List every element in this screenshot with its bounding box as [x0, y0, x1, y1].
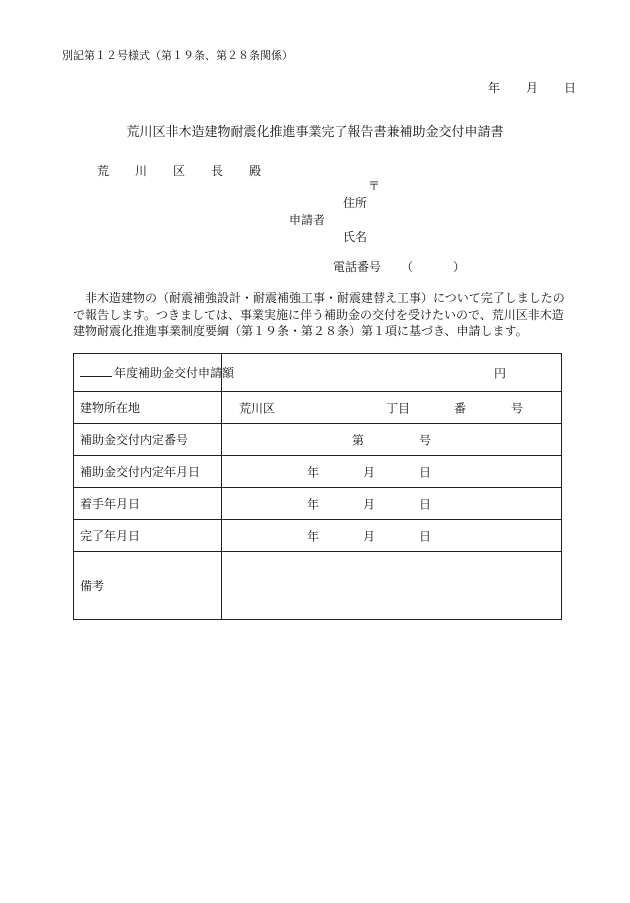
- month-text: 月: [363, 465, 376, 479]
- phone-paren-close: ）: [453, 260, 466, 274]
- table-row: [74, 520, 562, 552]
- day-text: 日: [419, 497, 432, 511]
- date-cell[interactable]: [222, 488, 562, 520]
- remarks-cell[interactable]: [222, 552, 562, 620]
- address-label: 住所: [343, 196, 368, 210]
- table-label-cell: [74, 354, 235, 392]
- postal-mark: 〒: [368, 179, 381, 193]
- year-text: 年: [307, 465, 320, 479]
- row-label: 完了年月日: [74, 520, 222, 552]
- row-label: 建物所在地: [74, 392, 222, 424]
- document-title: 荒川区非木造建物耐震化推進事業完了報告書兼補助金交付申請書: [126, 125, 504, 140]
- addressee-char: 殿: [249, 164, 262, 178]
- addressee-char: 区: [173, 164, 186, 178]
- table-row: [74, 488, 562, 520]
- addressee-char: 川: [135, 164, 148, 178]
- number-cell[interactable]: [222, 424, 562, 456]
- day-text: 日: [419, 465, 432, 479]
- table-row: [74, 354, 562, 392]
- year-text: 年: [307, 497, 320, 511]
- addressee-char: 長: [211, 164, 224, 178]
- date-cell[interactable]: [222, 456, 562, 488]
- row-label: 年度補助金交付申請額: [114, 366, 235, 380]
- phone-paren-open: （: [401, 260, 414, 274]
- year-blank: [80, 366, 112, 377]
- ban-text: 番: [454, 401, 467, 415]
- date-line: [488, 79, 576, 96]
- month-text: 月: [363, 497, 376, 511]
- day-text: 日: [419, 529, 432, 543]
- application-table: [73, 353, 562, 620]
- addressee-char: 荒: [97, 164, 110, 178]
- amount-cell[interactable]: [222, 354, 562, 392]
- table-row: [74, 552, 562, 620]
- year-text: 年: [307, 529, 320, 543]
- phone-label: 電話番号: [333, 260, 382, 274]
- dai-text: 第: [352, 433, 365, 447]
- table-row: [74, 424, 562, 456]
- phone-line: [333, 258, 465, 275]
- row-label: 補助金交付内定年月日: [74, 456, 222, 488]
- date-year: 年: [488, 81, 501, 95]
- date-month: 月: [526, 81, 539, 95]
- name-label: 氏名: [343, 230, 368, 244]
- month-text: 月: [363, 529, 376, 543]
- applicant-label: 申請者: [289, 213, 326, 227]
- date-day: 日: [564, 81, 577, 95]
- location-cell[interactable]: [222, 392, 562, 424]
- chome-text: 丁目: [386, 401, 411, 415]
- yen-unit: 円: [494, 366, 507, 380]
- body-text: 非木造建物の（耐震補強設計・耐震補強工事・耐震建替え工事）について完了しましたので報告します。つきましては、事業実施に伴う補助金の交付を受けたいので、荒川区非木造建物耐震化推進事業制度要綱（第１９条・第２８条）第１項に基づき、申請します。: [73, 291, 565, 338]
- date-cell[interactable]: [222, 520, 562, 552]
- table-row: [74, 392, 562, 424]
- form-reference: 別記第１２号様式（第１９条、第２８条関係）: [62, 49, 293, 62]
- go-text: 号: [511, 401, 524, 415]
- ward-text: 荒川区: [239, 401, 276, 415]
- table-row: [74, 456, 562, 488]
- row-label: 備考: [74, 552, 222, 620]
- addressee: [97, 162, 287, 179]
- row-label: 補助金交付内定番号: [74, 424, 222, 456]
- go-text: 号: [419, 433, 432, 447]
- row-label: 着手年月日: [74, 488, 222, 520]
